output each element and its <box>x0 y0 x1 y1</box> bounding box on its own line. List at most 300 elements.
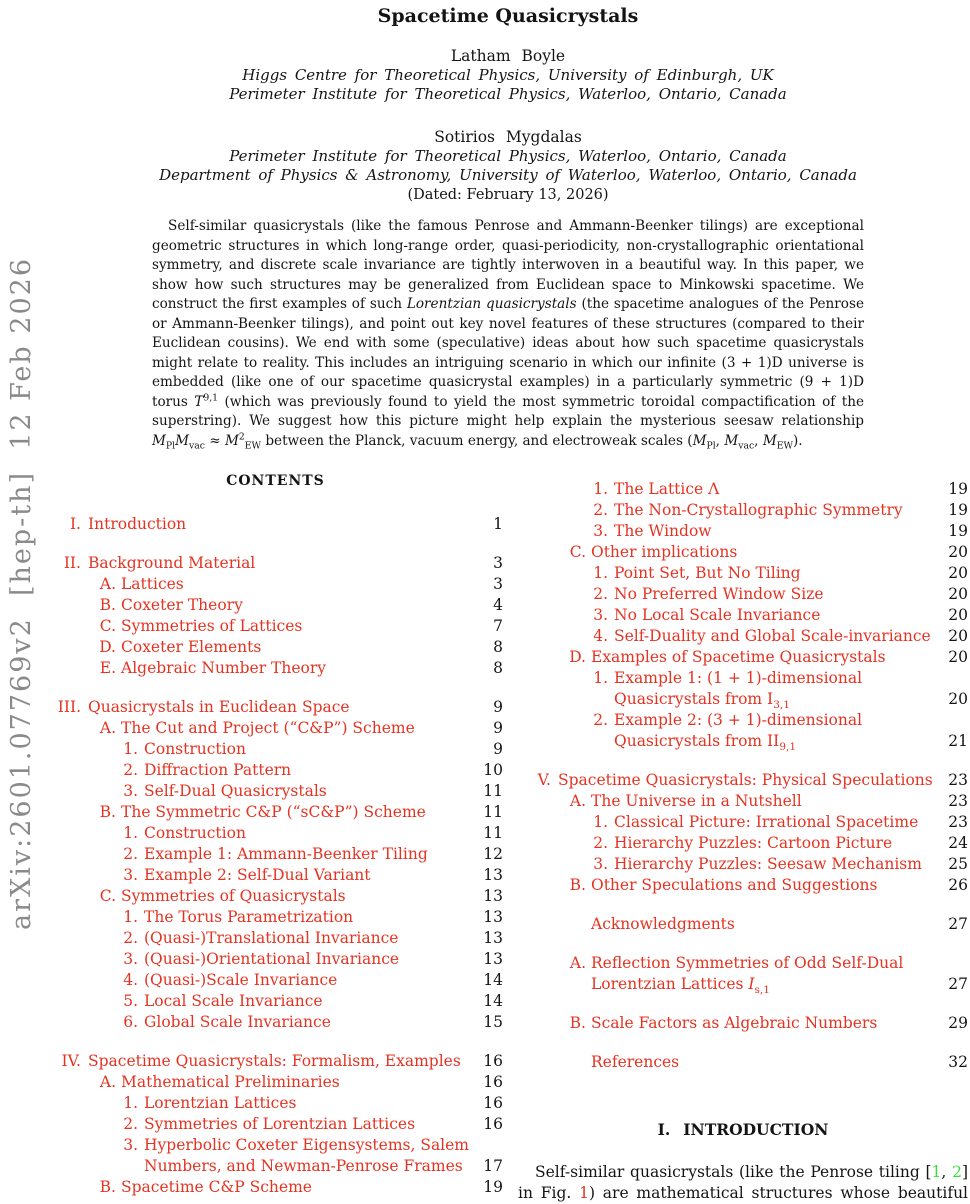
toc-entry-number: 1. <box>593 813 608 831</box>
author-name-2: Sotirios Mygdalas <box>434 128 582 146</box>
text-segment: Spacetime Quasicrystals: Physical Speculations <box>558 771 933 789</box>
text-segment: Quasicrystals in Euclidean Space <box>88 698 350 716</box>
text-segment: Diffraction Pattern <box>144 761 292 779</box>
text-segment: Spacetime Quasicrystals: Formalism, Examples <box>88 1052 461 1070</box>
toc-entry-label <box>121 802 475 823</box>
toc-entry[interactable] <box>48 991 503 1012</box>
text-segment: Self-Duality and Global Scale-invariance <box>614 627 931 645</box>
toc-entry-number: 3. <box>123 782 138 800</box>
text-segment: Self-similar quasicrystals (like the Penrose tiling [ <box>535 1163 932 1181</box>
toc-entry[interactable] <box>48 844 503 865</box>
toc-entry[interactable] <box>48 697 503 718</box>
toc-entry-page: 7 <box>493 617 503 635</box>
text-segment: 9,1 <box>203 391 219 403</box>
toc-entry[interactable] <box>48 928 503 949</box>
toc-entry-label <box>121 595 485 616</box>
text-segment: Acknowledgments <box>591 915 735 933</box>
text-segment: Introduction <box>88 515 187 533</box>
toc-entry-number: A. <box>99 575 116 593</box>
right-column <box>518 473 968 1204</box>
toc-entry-label <box>614 833 940 854</box>
text-segment: , <box>941 1163 953 1181</box>
toc-entry-label <box>591 1013 940 1034</box>
toc-entry-page: 13 <box>483 929 503 947</box>
toc-entry[interactable] <box>48 1051 503 1072</box>
text-segment: 9,1 <box>779 741 797 754</box>
toc-entry[interactable] <box>518 833 968 854</box>
text-segment: Point Set, But No Tiling <box>614 564 801 582</box>
toc-entry[interactable] <box>48 1114 503 1135</box>
toc-entry-page: 20 <box>948 648 968 666</box>
text-segment: Lorentzian Lattices <box>591 975 749 993</box>
toc-entry-label <box>591 647 940 668</box>
toc-entry-label <box>614 710 940 752</box>
abstract <box>152 217 864 451</box>
toc-entry[interactable] <box>518 584 968 605</box>
toc-entry-label <box>121 616 485 637</box>
toc-entry-page: 19 <box>948 522 968 540</box>
text-segment: Construction <box>144 824 246 842</box>
toc-entry-page: 29 <box>948 1014 968 1032</box>
text-segment: No Local Scale Invariance <box>614 606 821 624</box>
toc-entry-page: 1 <box>493 515 503 533</box>
text-segment: Pl <box>706 440 716 452</box>
toc-entry[interactable] <box>518 953 968 995</box>
text-segment: I <box>748 975 755 993</box>
text-segment: Other implications <box>591 543 738 561</box>
toc-entry[interactable] <box>48 907 503 928</box>
text-segment: M <box>175 432 190 449</box>
text-segment: Hierarchy Puzzles: Seesaw Mechanism <box>614 855 922 873</box>
two-column-body <box>48 473 968 1204</box>
toc-entry-number: 3. <box>593 855 608 873</box>
toc-entry-label <box>121 658 485 679</box>
introduction-heading <box>518 1119 968 1140</box>
toc-entry-page: 3 <box>493 554 503 572</box>
text-segment: , <box>715 432 725 449</box>
author-2-affiliation-2: Department of Physics & Astronomy, University of Waterloo, Waterloo, Ontario, Canada <box>159 166 857 184</box>
toc-entry-number: A. <box>99 719 116 737</box>
toc-entry-label <box>144 907 475 928</box>
toc-entry-label <box>614 563 940 584</box>
toc-entry-number: 4. <box>123 971 138 989</box>
toc-entry-label <box>144 739 485 760</box>
toc-entry-label <box>614 668 940 710</box>
toc-entry[interactable] <box>518 563 968 584</box>
toc-entry-page: 23 <box>948 792 968 810</box>
toc-entry-label <box>614 521 940 542</box>
text-segment: 2 <box>238 430 245 442</box>
text-segment: M <box>692 432 707 449</box>
toc-entry-page: 20 <box>948 564 968 582</box>
toc-entry-number: A. <box>569 954 586 972</box>
text-segment: EW <box>776 440 793 452</box>
toc-entry-number: I. <box>69 515 81 533</box>
toc-entry[interactable] <box>48 865 503 886</box>
toc-list-right <box>518 479 968 1073</box>
toc-entry-label <box>144 1012 475 1033</box>
toc-entry[interactable] <box>48 574 503 595</box>
text-segment: Hyperbolic Coxeter Eigensystems, Salem <box>144 1136 470 1154</box>
text-segment: s,1 <box>754 984 770 997</box>
toc-entry[interactable] <box>518 875 968 896</box>
toc-entry-page: 20 <box>948 606 968 624</box>
toc-entry-label <box>558 770 940 791</box>
toc-entry-label <box>88 697 485 718</box>
toc-entry-number: C. <box>99 617 116 635</box>
toc-entry-number: D. <box>99 638 116 656</box>
toc-entry-page: 13 <box>483 866 503 884</box>
toc-entry-page: 24 <box>948 834 968 852</box>
toc-entry-label <box>144 865 475 886</box>
text-segment: Other Speculations and Suggestions <box>591 876 878 894</box>
toc-entry-label <box>614 500 940 521</box>
toc-entry[interactable] <box>48 1135 503 1177</box>
toc-entry-label <box>144 1093 475 1114</box>
toc-entry-label <box>144 823 475 844</box>
text-segment: (Quasi-)Orientational Invariance <box>144 950 400 968</box>
toc-entry-number: C. <box>569 543 586 561</box>
toc-entry-number: D. <box>569 648 586 666</box>
toc-entry-number: 3. <box>123 1136 138 1154</box>
text-segment: Numbers, and Newman-Penrose Frames <box>144 1157 463 1175</box>
toc-entry-number: 1. <box>593 480 608 498</box>
text-segment: M <box>224 432 239 449</box>
toc-entry-page: 12 <box>483 845 503 863</box>
toc-entry-page: 11 <box>483 803 503 821</box>
author-1-affiliation-1: Higgs Centre for Theoretical Physics, University of Edinburgh, UK <box>242 66 774 84</box>
toc-entry-page: 20 <box>948 690 968 708</box>
toc-entry[interactable] <box>48 637 503 658</box>
text-segment: Mathematical Preliminaries <box>121 1073 340 1091</box>
toc-entry[interactable] <box>48 1093 503 1114</box>
text-segment: Scale Factors as Algebraic Numbers <box>591 1014 878 1032</box>
toc-entry-label <box>591 914 940 935</box>
toc-entry-page: 3 <box>493 575 503 593</box>
arxiv-watermark: arXiv:2601.07769v2 [hep-th] 12 Feb 2026 <box>6 257 37 930</box>
toc-entry-page: 13 <box>483 908 503 926</box>
text-segment: The Cut and Project (“C&P”) Scheme <box>121 719 415 737</box>
toc-entry-label <box>121 718 485 739</box>
toc-entry[interactable] <box>518 500 968 521</box>
toc-entry[interactable] <box>48 718 503 739</box>
toc-entry-number: B. <box>99 596 116 614</box>
toc-entry-number: B. <box>569 1014 586 1032</box>
toc-entry-page: 27 <box>948 915 968 933</box>
text-segment: The Symmetric C&P (“sC&P”) Scheme <box>121 803 426 821</box>
text-segment: No Preferred Window Size <box>614 585 824 603</box>
text-segment: Global Scale Invariance <box>144 1013 331 1031</box>
text-segment: Lattices <box>121 575 184 593</box>
text-segment: Hierarchy Puzzles: Cartoon Picture <box>614 834 893 852</box>
toc-entry[interactable] <box>518 521 968 542</box>
toc-entry-number: 3. <box>123 866 138 884</box>
citation-link[interactable]: 1 <box>931 1163 942 1181</box>
toc-entry-number: 2. <box>593 711 608 729</box>
toc-entry-label <box>121 637 485 658</box>
toc-entry-page: 19 <box>948 501 968 519</box>
toc-entry-page: 13 <box>483 950 503 968</box>
text-segment: Example 2: Self-Dual Variant <box>144 866 371 884</box>
toc-entry-label <box>614 584 940 605</box>
text-segment: (Quasi-)Scale Invariance <box>144 971 338 989</box>
text-segment: Self-similar quasicrystals (like the famous Penrose and Ammann-Beenker tilings) are exceptional geometric structures in which long-range order, quasi-periodicity, non-crystallographic orientational symmetry, and discrete scale invariance are tightly interwoven in a beautiful way. In this paper, we show how such structures may be generalized from Euclidean space to Minkowski spacetime. We construct the first examples of such <box>152 218 864 312</box>
figure-link[interactable]: 1 <box>579 1184 589 1202</box>
toc-entry-page: 23 <box>948 813 968 831</box>
toc-entry-label <box>144 781 475 802</box>
toc-entry-page: 26 <box>948 876 968 894</box>
toc-entry[interactable] <box>518 770 968 791</box>
toc-entry[interactable] <box>518 791 968 812</box>
toc-entry-label <box>614 605 940 626</box>
toc-entry[interactable] <box>48 760 503 781</box>
text-segment: The Window <box>614 522 712 540</box>
author-block-1 <box>48 47 968 104</box>
text-segment: ) are mathematical structures whose beautiful <box>588 1184 969 1202</box>
text-segment: Coxeter Theory <box>121 596 243 614</box>
toc-entry[interactable] <box>48 1177 503 1198</box>
toc-entry-label <box>591 1052 940 1073</box>
author-1-affiliation-2: Perimeter Institute for Theoretical Physics, Waterloo, Ontario, Canada <box>229 85 787 103</box>
toc-entry-number: 6. <box>123 1013 138 1031</box>
toc-entry-label <box>144 844 475 865</box>
text-segment: Classical Picture: Irrational Spacetime <box>614 813 919 831</box>
toc-entry-number: 1. <box>123 824 138 842</box>
text-segment: M <box>152 432 166 449</box>
text-segment: (Quasi-)Translational Invariance <box>144 929 399 947</box>
text-segment: (the spacetime analogues of the Penrose or Ammann-Beenker tilings), and point out key novel features of these structures (compared to their Euclidean cousins). We end with some (speculative) ideas about how such spacetime quasicrystals might relate to reality. This includes an intriguing scenario in which our infinite (3 + 1)D universe is embedded (like one of our spacetime quasicrystal examples) in a particularly symmetric (9 + 1)D torus <box>152 296 864 410</box>
toc-entry-number: B. <box>99 803 116 821</box>
toc-entry[interactable] <box>518 710 968 752</box>
toc-entry-page: 14 <box>483 971 503 989</box>
toc-entry-label <box>614 479 940 500</box>
toc-entry-label <box>591 875 940 896</box>
text-segment: Symmetries of Lorentzian Lattices <box>144 1115 416 1133</box>
toc-entry-number: 4. <box>593 627 608 645</box>
toc-entry-page: 4 <box>493 596 503 614</box>
toc-entry[interactable] <box>518 812 968 833</box>
toc-entry-number: II. <box>63 554 81 572</box>
text-segment: ). <box>792 432 803 449</box>
toc-entry-page: 10 <box>483 761 503 779</box>
text-segment: The Universe in a Nutshell <box>591 792 802 810</box>
toc-entry-number: A. <box>569 792 586 810</box>
toc-entry[interactable] <box>48 514 503 535</box>
toc-entry-label <box>614 854 940 875</box>
introduction-paragraph <box>518 1162 968 1204</box>
text-segment: vac <box>189 440 205 452</box>
toc-entry-page: 32 <box>948 1053 968 1071</box>
toc-entry-page: 16 <box>483 1073 503 1091</box>
text-segment: EW <box>244 440 262 452</box>
text-segment: Example 2: (3 + 1)-dimensional <box>614 711 863 729</box>
text-segment: Construction <box>144 740 246 758</box>
toc-entry[interactable] <box>518 1013 968 1034</box>
author-block-2 <box>48 128 968 185</box>
text-segment: ] in Fig. <box>518 1163 968 1202</box>
text-segment: ≈ <box>204 432 225 449</box>
toc-entry-label <box>614 626 940 647</box>
toc-entry-label <box>591 542 940 563</box>
text-segment: Algebraic Number Theory <box>121 659 327 677</box>
text-segment: Quasicrystals from II <box>614 732 780 750</box>
toc-entry-number: 3. <box>593 522 608 540</box>
toc-entry[interactable] <box>48 802 503 823</box>
toc-entry-number: 2. <box>593 585 608 603</box>
text-segment: The Non-Crystallographic Symmetry <box>614 501 903 519</box>
section-title: INTRODUCTION <box>683 1120 829 1139</box>
toc-entry-label <box>144 949 475 970</box>
author-name-1: Latham Boyle <box>450 47 566 65</box>
toc-entry-page: 20 <box>948 543 968 561</box>
toc-entry-label <box>144 928 475 949</box>
toc-entry-label <box>121 886 475 907</box>
text-segment: between the Planck, vacuum energy, and electroweak scales ( <box>261 432 693 449</box>
text-segment: Self-Dual Quasicrystals <box>144 782 327 800</box>
toc-entry-number: III. <box>57 698 81 716</box>
text-segment: Example 1: Ammann-Beenker Tiling <box>144 845 428 863</box>
toc-entry-number: 2. <box>123 761 138 779</box>
text-segment: Coxeter Elements <box>121 638 262 656</box>
toc-entry[interactable] <box>518 668 968 710</box>
toc-entry-page: 17 <box>483 1157 503 1175</box>
toc-entry-label <box>144 1114 475 1135</box>
toc-entry-number: 2. <box>593 501 608 519</box>
toc-entry-label <box>144 970 475 991</box>
contents-heading: CONTENTS <box>226 473 325 489</box>
section-number: I. <box>657 1120 671 1139</box>
toc-list-left <box>48 514 503 1198</box>
text-segment: Example 1: (1 + 1)-dimensional <box>614 669 863 687</box>
toc-entry[interactable] <box>48 886 503 907</box>
toc-entry[interactable] <box>48 553 503 574</box>
text-segment: , <box>754 432 763 449</box>
toc-entry-page: 16 <box>483 1115 503 1133</box>
toc-entry[interactable] <box>48 595 503 616</box>
text-segment: 3,1 <box>773 699 790 712</box>
toc-entry-page: 19 <box>483 1178 503 1196</box>
text-segment: M <box>724 432 739 449</box>
toc-entry-page: 14 <box>483 992 503 1010</box>
left-column <box>48 473 503 1198</box>
toc-entry[interactable] <box>48 1072 503 1093</box>
text-segment: Reflection Symmetries of Odd Self-Dual <box>591 954 904 972</box>
toc-entry-label <box>121 1072 475 1093</box>
toc-entry-number: B. <box>99 1178 116 1196</box>
toc-entry[interactable] <box>518 626 968 647</box>
toc-entry-page: 16 <box>483 1094 503 1112</box>
toc-entry[interactable] <box>48 823 503 844</box>
toc-entry[interactable] <box>48 781 503 802</box>
toc-entry-label <box>88 553 485 574</box>
toc-entry-label <box>614 812 940 833</box>
text-segment: Spacetime C&P Scheme <box>121 1178 312 1196</box>
toc-entry[interactable] <box>48 658 503 679</box>
toc-entry-number: 2. <box>593 834 608 852</box>
text-segment: Quasicrystals from I <box>614 690 774 708</box>
toc-entry-number: A. <box>99 1073 116 1091</box>
toc-entry[interactable] <box>518 854 968 875</box>
toc-entry[interactable] <box>518 647 968 668</box>
toc-entry[interactable] <box>48 1012 503 1033</box>
toc-entry-number: 1. <box>123 908 138 926</box>
toc-entry-number: 2. <box>123 929 138 947</box>
toc-entry[interactable] <box>48 616 503 637</box>
author-2-affiliation-1: Perimeter Institute for Theoretical Physics, Waterloo, Ontario, Canada <box>229 147 787 165</box>
toc-entry[interactable] <box>518 1052 968 1073</box>
toc-entry-number: 1. <box>123 1094 138 1112</box>
toc-entry-page: 20 <box>948 627 968 645</box>
toc-entry[interactable] <box>48 970 503 991</box>
toc-entry-page: 15 <box>483 1013 503 1031</box>
text-segment: Lorentzian quasicrystals <box>406 296 577 312</box>
toc-entry-label <box>591 953 940 995</box>
toc-entry-page: 11 <box>483 824 503 842</box>
text-segment: Examples of Spacetime Quasicrystals <box>591 648 886 666</box>
toc-entry-page: 9 <box>493 698 503 716</box>
toc-entry[interactable] <box>518 914 968 935</box>
toc-entry-label <box>121 1177 475 1198</box>
toc-entry[interactable] <box>518 542 968 563</box>
text-segment: References <box>591 1053 680 1071</box>
toc-entry-page: 16 <box>483 1052 503 1070</box>
text-segment: Background Material <box>88 554 256 572</box>
toc-entry-number: 2. <box>123 1115 138 1133</box>
text-segment: Local Scale Invariance <box>144 992 323 1010</box>
toc-entry-page: 25 <box>948 855 968 873</box>
text-segment: Lorentzian Lattices <box>144 1094 297 1112</box>
toc-entry-page: 9 <box>493 719 503 737</box>
toc-entry[interactable] <box>518 605 968 626</box>
toc-entry-number: C. <box>99 887 116 905</box>
toc-entry-label <box>121 574 485 595</box>
text-segment: T <box>194 393 204 410</box>
toc-entry-label <box>591 791 940 812</box>
toc-entry[interactable] <box>518 479 968 500</box>
toc-entry-number: IV. <box>61 1052 81 1070</box>
toc-entry-number: B. <box>569 876 586 894</box>
toc-entry-number: 1. <box>593 564 608 582</box>
text-segment: The Lattice Λ <box>614 480 720 498</box>
toc-entry-page: 9 <box>493 740 503 758</box>
text-segment: The Torus Parametrization <box>144 908 354 926</box>
toc-entry-page: 21 <box>948 732 968 750</box>
toc-entry-page: 8 <box>493 659 503 677</box>
paper-title: Spacetime Quasicrystals <box>377 5 639 27</box>
text-segment: Symmetries of Quasicrystals <box>121 887 346 905</box>
toc-entry[interactable] <box>48 739 503 760</box>
toc-entry-page: 11 <box>483 782 503 800</box>
text-segment: Symmetries of Lattices <box>121 617 303 635</box>
paper-header <box>48 0 968 204</box>
toc-entry-number: 1. <box>123 740 138 758</box>
text-segment: Pl <box>165 440 176 452</box>
text-segment: (which was previously found to yield the most symmetric toroidal compactification of the superstring). We suggest how this picture might help explain the mysterious seesaw relationship <box>152 393 864 429</box>
toc-entry[interactable] <box>48 949 503 970</box>
toc-entry-page: 8 <box>493 638 503 656</box>
toc-entry-label <box>88 1051 475 1072</box>
dated-line: (Dated: February 13, 2026) <box>407 187 609 203</box>
toc-entry-label <box>144 991 475 1012</box>
toc-entry-number: 3. <box>593 606 608 624</box>
citation-link[interactable]: 2 <box>952 1163 962 1181</box>
toc-entry-label <box>144 760 475 781</box>
toc-entry-number: 5. <box>123 992 138 1010</box>
text-segment: M <box>762 432 777 449</box>
text-segment: vac <box>738 440 755 452</box>
toc-entry-label <box>88 514 485 535</box>
toc-entry-number: E. <box>99 659 116 677</box>
